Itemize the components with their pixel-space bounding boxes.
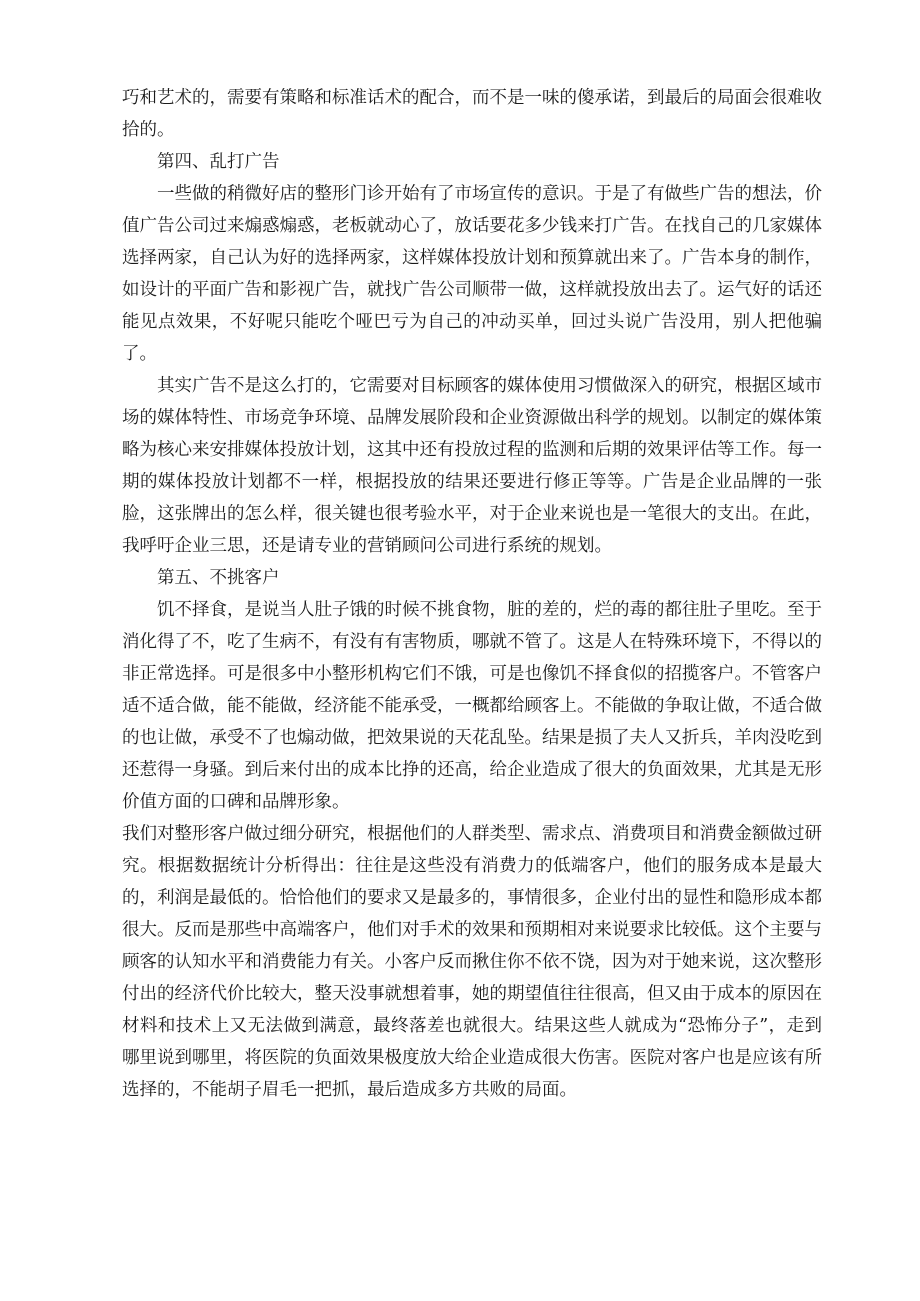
section-heading-5: 第五、不挑客户 [157,568,280,588]
paragraph-clients-1: 饥不择食，是说当人肚子饿的时候不挑食物，脏的差的，烂的毒的都往肚子里吃。至于消化得了不，吃了生病不，有没有有害物质，哪就不管了。这是人在特殊环境下，不得以的非正常选择。可是很多中小整形机构它们不饿，可是也像饥不择食似的招揽客户。不管客户适不适合做，能不能做，经济能不能承受，一概都给顾客上。不能做的争取让做，不适合做的也让做，承受不了也煽动做，把效果说的天花乱坠。结果是损了夫人又折兵，羊肉没吃到还惹得一身骚。到后来付出的成本比挣的还高，给企业造成了很大的负面效果，尤其是无形价值方面的口碑和品牌形象。 [122,600,822,812]
paragraph-continuation-1: 巧和艺术的，需要有策略和标准话术的配合，而不是一味的傻承诺，到最后的局面会很难收拾的。 [122,88,822,140]
paragraph-clients-2: 我们对整形客户做过细分研究，根据他们的人群类型、需求点、消费项目和消费金额做过研究。根据数据统计分析得出：往往是这些没有消费力的低端客户，他们的服务成本是最大的，利润是最低的。恰恰他们的要求又是最多的，事情很多，企业付出的显性和隐形成本都很大。反而是那些中高端客户，他们对手术的效果和预期相对来说要求比较低。这个主要与顾客的认知水平和消费能力有关。小客户反而揪住你不依不饶，因为对于她来说，这次整形付出的经济代价比较大，整天没事就想着事，她的期望值往往很高，但又由于成本的原因在材料和技术上又无法做到满意，最终落差也就很大。结果这些人就成为“恐怖分子”，走到哪里说到哪里，将医院的负面效果极度放大给企业造成很大伤害。医院对客户也是应该有所选择的，不能胡子眉毛一把抓，最后造成多方共败的局面。 [122,824,822,1100]
document-body [122,82,822,1106]
paragraph-ads-2: 其实广告不是这么打的，它需要对目标顾客的媒体使用习惯做深入的研究，根据区域市场的媒体特性、市场竞争环境、品牌发展阶段和企业资源做出科学的规划。以制定的媒体策略为核心来安排媒体投放计划，这其中还有投放过程的监测和后期的效果评估等工作。每一期的媒体投放计划都不一样，根据投放的结果还要进行修正等等。广告是企业品牌的一张脸，这张牌出的怎么样，很关键也很考验水平，对于企业来说也是一笔很大的支出。在此，我呼吁企业三思，还是请专业的营销顾问公司进行系统的规划。 [122,376,822,556]
section-heading-4: 第四、乱打广告 [157,152,280,172]
paragraph-ads-1: 一些做的稍微好店的整形门诊开始有了市场宣传的意识。于是了有做些广告的想法，价值广告公司过来煽惑煽惑，老板就动心了，放话要花多少钱来打广告。在找自己的几家媒体选择两家，自己认为好的选择两家，这样媒体投放计划和预算就出来了。广告本身的制作，如设计的平面广告和影视广告，就找广告公司顺带一做，这样就投放出去了。运气好的话还能见点效果，不好呢只能吃个哑巴亏为自己的冲动买单，回过头说广告没用，别人把他骗了。 [122,184,822,364]
